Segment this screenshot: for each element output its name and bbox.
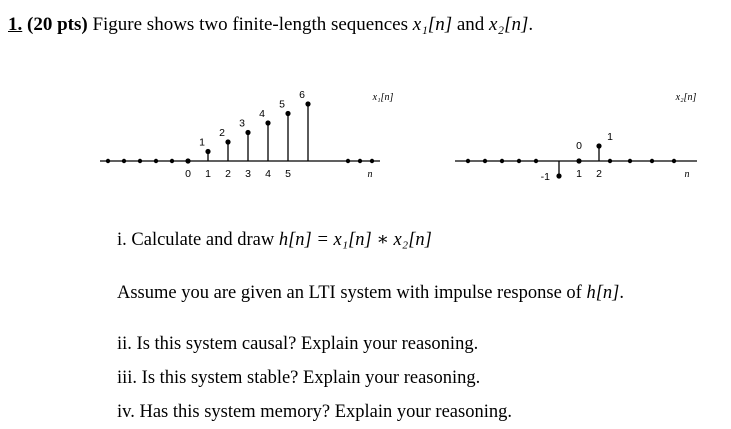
x2-value-label: 0 [576,140,582,152]
x2-sample-dot [596,143,601,148]
x1-title: x₁[n] [372,92,394,103]
x2-title: x₂[n] [675,92,697,103]
question-iv-text: Has this system memory? Explain your reasoning. [139,402,512,422]
question-i-expr: h[n] = x₁[n] ∗ x₂[n] [278,230,432,250]
x1-zero-dot [138,159,142,163]
question-iii-text: Is this system stable? Explain your reasoning. [141,368,481,388]
problem-text: Figure shows two finite-length sequences [92,14,409,35]
problem-number: 1. [8,14,23,35]
x2-zero-dot [650,159,654,163]
x2-zero-dot [500,159,504,163]
question-ii-label: ii. [117,334,132,354]
x1-tick-label: 5 [285,168,291,180]
question-iii-label: iii. [117,368,138,388]
x1-zero-dot [358,159,362,163]
question-i-label: i. [117,230,127,250]
x1-sample-dot [245,130,250,135]
x1-sample-dot [305,101,310,106]
problem-points: (20 pts) [27,14,88,35]
x1-tick-label: 0 [185,168,191,180]
x1-zero-dot [370,159,374,163]
x2-tick-label: 1 [576,168,582,180]
x1-zero-dot [346,159,350,163]
problem-seq1: x₁[n] [412,14,453,35]
x1-zero-dot [154,159,158,163]
question-iii [117,368,480,389]
x2-value-label: -1 [540,171,550,183]
x2-zero-dot [628,159,632,163]
x1-tick-label: 1 [205,168,211,180]
question-iv [117,402,512,423]
x1-value-label: 4 [259,108,265,120]
assumption-text: Assume you are given an LTI system with impulse response of [117,283,582,303]
x1-zero-dot [122,159,126,163]
assumption-end: . [619,283,624,303]
x1-sample-dot [185,158,190,163]
question-iv-label: iv. [117,402,135,422]
x1-tick-label: 3 [245,168,251,180]
x2-sample-dot [556,173,561,178]
x1-stem-plot [100,89,393,180]
x2-zero-dot [672,159,676,163]
x1-value-label: 2 [219,127,225,139]
x1-value-label: 3 [239,117,245,130]
problem-header [8,14,533,36]
x1-sample-dot [225,139,230,144]
x1-sample-dot [265,120,270,125]
problem-and: and [456,14,485,35]
x1-zero-dot [106,159,110,163]
x1-value-label: 5 [279,98,285,111]
sequence-figure [0,80,731,215]
question-i [117,229,432,251]
problem-seq2: x₂[n] [489,14,529,35]
assumption-line [117,283,624,304]
x2-zero-dot [534,159,538,163]
question-i-text: Calculate and draw [131,230,275,250]
question-ii-text: Is this system causal? Explain your reasoning. [136,334,479,354]
x2-zero-dot [466,159,470,163]
x2-zero-dot [483,159,487,163]
problem-period: . [528,14,534,35]
x1-value-label: 6 [299,89,305,101]
x2-stem-plot [455,92,697,183]
x1-tick-label: 4 [265,168,271,180]
x1-axis-var: n [367,169,373,180]
question-ii [117,334,478,355]
x2-axis-var: n [684,169,690,180]
x1-value-label: 1 [199,136,205,149]
x2-tick-label: 2 [596,168,602,180]
x2-zero-dot [517,159,521,163]
x2-sample-dot [576,158,581,163]
x2-zero-dot [608,159,612,163]
x2-value-label: 1 [607,131,613,143]
x1-zero-dot [170,159,174,163]
x1-sample-dot [205,149,210,154]
x1-tick-label: 2 [225,168,231,180]
x1-sample-dot [285,111,290,116]
assumption-expr: h[n] [586,283,620,303]
